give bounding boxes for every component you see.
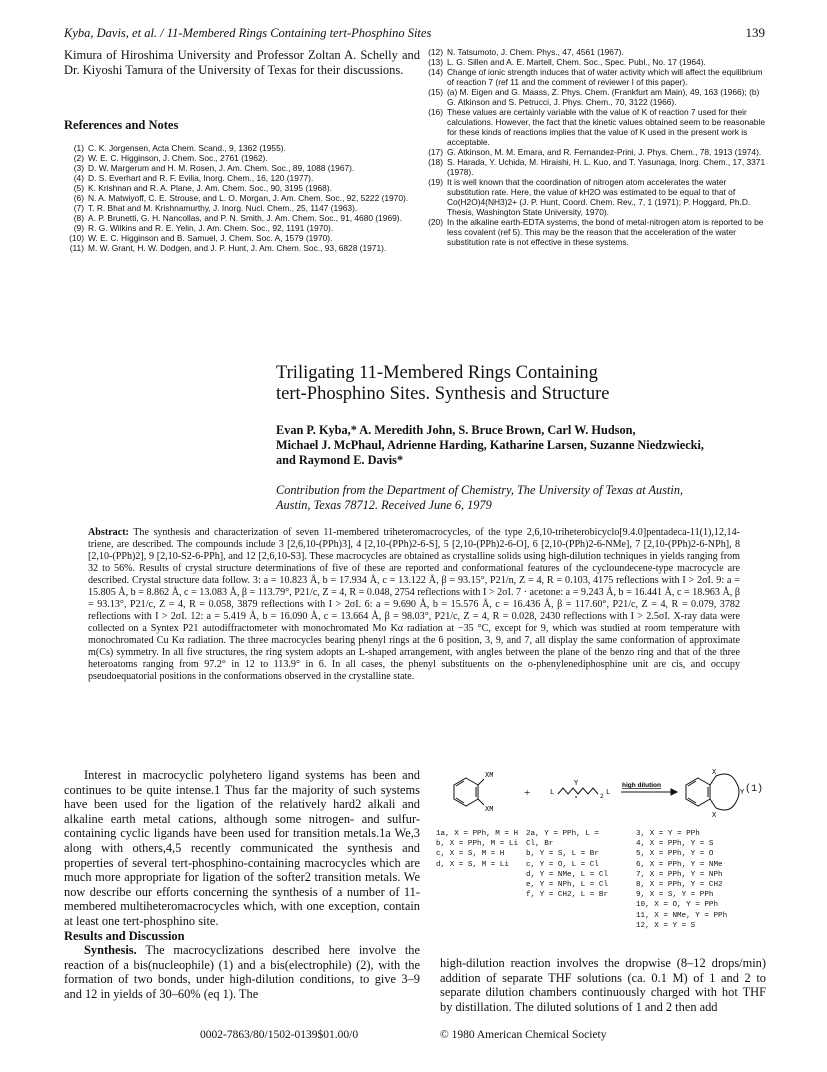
product-y: Y: [740, 789, 745, 797]
authors-line-2: Michael J. McPhaul, Adrienne Harding, Katharine Larsen, Suzanne Niedzwiecki,: [276, 438, 704, 452]
affiliation-line-2: Austin, Texas 78712. Received June 6, 1979: [276, 498, 492, 512]
scheme-xm-top: XM: [485, 772, 494, 780]
scheme-y-label: Y: [574, 780, 579, 788]
references-list-right: [423, 47, 768, 247]
product-x-bottom: X: [712, 812, 717, 818]
references-heading: References and Notes: [64, 118, 179, 132]
reference: (2) W. E. C. Higginson, J. Chem. Soc., 2761 (1962).: [73, 153, 268, 163]
affiliation-line-1: Contribution from the Department of Chemistry, The University of Texas at Austin,: [276, 483, 684, 497]
compound-list-1: [436, 829, 526, 870]
benzene-ring-icon: [454, 778, 484, 806]
scheme-plus: +: [524, 787, 531, 799]
abstract: [88, 527, 740, 683]
reference: (1) C. K. Jorgensen, Acta Chem. Scand., 9, 1362 (1955).: [73, 143, 286, 153]
reference: (18) S. Harada, Y. Uchida, M. Hiraishi, H. L. Kuo, and T. Yasunaga, Inorg. Chem., 17, 3371 (1978).: [428, 157, 766, 177]
compound-entry: b, X = PPh, M = Li: [436, 840, 519, 849]
abstract-label: Abstract:: [88, 527, 129, 538]
compound-entry: 11, X = NMe, Y = PPh: [636, 911, 728, 920]
running-head: Kyba, Davis, et al. / 11-Membered Rings Containing tert-Phosphino Sites: [64, 26, 432, 40]
abstract-text: The synthesis and characterization of seven 11-membered triheteromacrocycles, of the type 2,6,10-triheterobicyclo[9.4.0]pentadeca-11(1),12,14-triene, are described. The compounds include 3 [2,6,10-(PPh)3], 4 [2,10-(PPh)2-6-S], 5 [2,10-(PPh)2-6-O], 6 [2,10-(PPh)2-6-NMe], 7 [2,10-(PPh)2-6-NPh], 8 [2,10-(PPh)2], 9 [2,10-S2-6-PPh], and 12 [2,6,10-S3]. These macrocycles are obtained as crystalline solids using high-dilution techniques in yields ranging from 32 to 56%. Results of crystal structure determinations of five of these are reported and conformational features of the cycloundecene-type macrocycle are described. Crystal structure data follow. 3: a = 10.823 Å, b = 17.934 Å, c = 13.122 Å, β = 93.15°, P21/n, Z = 4, R = 0.103, 4175 reflections with I > 2σI. 9: a = 15.805 Å, b = 8.862 Å, c = 13.083 Å, β = 113.79°, P21/c, Z = 4, R = 0.048, 2754 reflections with I > 2σI. 7 · acetone: a = 9.243 Å, b = 16.441 Å, c = 18.963 Å, β = 93.13°, P21/c, Z = 4, R = 0.058, 3879 reflections with I > 2σI. 6: a = 9.690 Å, b = 15.576 Å, c = 16.436 Å, β = 117.60°, P21/c, Z = 4, R = 0.079, 3782 reflections with I > 2σI. 12: a = 5.419 Å, b = 16.090 Å, c = 13.664 Å, β = 98.03°, P21/c, Z = 4, R = 0.028, 2430 reflections with I > 2.5σI. X-ray data were collected on a Syntex P21 autodiffractometer with monochromated Mo Kα radiation at −35 °C, except for 9, which was studied at room temperature with monochromated Cu Kα radiation. The three macrocycles bearing phenyl rings at the 6 position, 3, 9, and 7, all display the same conformation of approximate m(Cs) symmetry. In all five structures, the ring system adopts an L-shaped arrangement, with angles between the plane of the benzo ring and that of the three heteroatoms ranging from 97.2° in 12 to 113.9° in 6. In all cases, the phenyl substituents on the o-phenylenediphosphine unit are cis, and occupy pseudoequatorial positions in the conformations observed in the crystalline state.: [88, 527, 741, 682]
scheme-subscript: 2: [600, 793, 604, 800]
product-x-top: X: [712, 769, 717, 777]
compound-entry: 6, X = PPh, Y = NMe: [636, 860, 723, 869]
compound-entry: 12, X = Y = S: [636, 921, 696, 930]
compound-entry: 5, X = PPh, Y = O: [636, 850, 714, 859]
intro-paragraph: Interest in macrocyclic polyhetero ligand systems has been and continues to be quite intense.1 Thus far the majority of such systems have been used for the ligation of the relatively hard2 alkali and alkaline earth metal cations, although some nitrogen- and sulfur-containing cyclic ligands have been used for transition metals.1a We,3 along with others,4,5 recently communicated the synthesis and properties of several tert-phosphino-containing macrocycles which are much more appropriate for ligation of the softer2 transition metals. We now describe our efforts concerning the synthesis of a number of 11-membered multiheteromacrocycles which, with one exception, contain at least one tert-phosphino site.: [64, 768, 420, 928]
reference: (12) N. Tatsumoto, J. Chem. Phys., 47, 4561 (1967).: [428, 47, 624, 57]
authors: [276, 423, 756, 468]
reaction-arrow-icon: [621, 789, 677, 795]
reference: (7) T. R. Bhat and M. Krishnamurthy, J. Inorg. Nucl. Chem., 25, 1147 (1963).: [73, 203, 358, 213]
zigzag-chain-icon: [558, 788, 598, 798]
reference: (3) D. W. Margerum and H. M. Rosen, J. Am. Chem. Soc., 89, 1088 (1967).: [73, 163, 355, 173]
compound-entry: c, X = S, M = H: [436, 850, 505, 859]
reference: (8) A. P. Brunetti, G. H. Nancollas, and P. N. Smith, J. Am. Chem. Soc., 91, 4680 (1969).: [73, 213, 402, 223]
reference: (20) In the alkaline earth-EDTA systems, the bond of metal-nitrogen atom is reported to be less covalent (ref 5). This may be the reason that the acceleration of the water substitution rate is not effective in these systems.: [428, 217, 764, 247]
reference: (9) R. G. Wilkins and R. E. Yelin, J. Am. Chem. Soc., 92, 1191 (1970).: [73, 223, 334, 233]
body-left-column: [64, 768, 420, 1002]
compound-list-2: [526, 829, 616, 900]
reference: (4) D. S. Everhart and R. F. Evilia, Inorg. Chem., 16, 120 (1977).: [73, 173, 314, 183]
reference: (15) (a) M. Eigen and G. Maass, Z. Phys. Chem. (Frankfurt am Main), 49, 163 (1966); (b) G. Atkinson and S. Petrucci, J. Phys. Chem., 70, 3122 (1966).: [428, 87, 760, 107]
title-line-2: tert-Phosphino Sites. Synthesis and Structure: [276, 384, 610, 404]
affiliation: [276, 483, 756, 513]
synthesis-label: Synthesis.: [84, 943, 137, 958]
arrow-label: high dilution: [622, 782, 661, 789]
scheme-xm-bottom: XM: [485, 806, 494, 814]
footer-code: 0002-7863/80/1502-0139$01.00/0: [200, 1029, 359, 1041]
reference: (10) W. E. C. Higginson and B. Samuel, J. Chem. Soc. A, 1579 (1970).: [69, 233, 333, 243]
compound-entry: 3, X = Y = PPh: [636, 830, 700, 838]
reference: (14) Change of ionic strength induces that of water activity which will affect the equilibrium of reaction 7 (ref 11 and the comment of reviewer I of this paper).: [428, 67, 763, 87]
compound-entry: 8, X = PPh, Y = CH2: [636, 881, 723, 890]
results-heading: Results and Discussion: [64, 928, 185, 943]
reference: (11) M. W. Grant, H. W. Dodgen, and J. P. Hunt, J. Am. Chem. Soc., 93, 6828 (1971).: [69, 243, 387, 253]
compound-entry: 2a, Y = PPh, L = Cl, Br: [526, 830, 599, 849]
compound-entry: d, Y = NMe, L = Cl: [526, 870, 609, 879]
compound-list-3: [636, 829, 761, 931]
scheme-right-group: L: [606, 789, 611, 797]
compound-entry: 9, X = S, Y = PPh: [636, 891, 714, 900]
reaction-scheme: [436, 764, 766, 818]
macrocycle-product-icon: [686, 774, 739, 810]
compound-entry: d, X = S, M = Li: [436, 860, 509, 869]
reference: (16) These values are certainly variable with the value of K of reaction 7 used for their calculations. However, the fact that the kinetic values obtained seem to be reasonable for these kinds of reactions implies that the value of K used in the present work is acceptable.: [428, 107, 765, 147]
reference: (19) It is well known that the coordination of nitrogen atom accelerates the water substitution rate. Here, the value of kH2O was estimated to be equal to that of Co(H2O)4(NH3)2+ (J. P. Hunt, Coord. Chem. Rev., 7, 1 (1971); P. Hoggard, Ph.D. Thesis, Washington State University, 1970).: [428, 177, 751, 217]
compound-entry: 4, X = PPh, Y = S: [636, 840, 714, 849]
reference: (5) K. Krishnan and R. A. Plane, J. Am. Chem. Soc., 90, 3195 (1968).: [73, 183, 332, 193]
synthesis-paragraph: [64, 943, 420, 1001]
acknowledgment: Kimura of Hiroshima University and Professor Zoltan A. Schelly and Dr. Kiyoshi Tamura of the University of Texas for their discussions.: [64, 48, 420, 77]
title-line-1: Triligating 11-Membered Rings Containing: [276, 363, 598, 383]
compound-entry: e, Y = NPh, L = Cl: [526, 881, 609, 890]
compound-entry: 7, X = PPh, Y = NPh: [636, 870, 723, 879]
compound-entry: c, Y = O, L = Cl: [526, 860, 599, 869]
reference: (13) L. G. Sillen and A. E. Martell, Chem. Soc., Spec. Publ., No. 17 (1964).: [428, 57, 706, 67]
compound-entry: b, Y = S, L = Br: [526, 850, 599, 859]
article-title: [276, 363, 756, 405]
reference: (6) N. A. Matwiyoff, C. E. Strouse, and L. O. Morgan, J. Am. Chem. Soc., 92, 5222 (1970).: [73, 193, 409, 203]
compound-entry: 10, X = O, Y = PPh: [636, 901, 719, 910]
authors-line-3: and Raymond E. Davis*: [276, 453, 404, 467]
equation-number: (1): [744, 784, 763, 795]
synthesis-text: The macrocyclizations described here involve the reaction of a bis(nucleophile) (1) and a bis(electrophile) (2), with the formation of two bonds, under high-dilution conditions, to give 3–9 and 12 in yields of 30–60% (eq 1). The: [64, 943, 420, 1001]
references-list-left: [64, 143, 422, 253]
page-number: 139: [745, 25, 765, 40]
body-right-column: high-dilution reaction involves the dropwise (8–12 drops/min) addition of separate THF solutions (ca. 0.1 M) of 1 and 2 to separate dilution chambers continuously charged with hot THF by distillation. The diluted solutions of 1 and 2 then add: [440, 956, 766, 1014]
footer-copyright: © 1980 American Chemical Society: [440, 1029, 607, 1041]
reference: (17) G. Atkinson, M. M. Emara, and R. Fernandez-Prini, J. Phys. Chem., 78, 1913 (1974).: [428, 147, 762, 157]
scheme-left-group: L: [550, 789, 555, 797]
compound-entry: f, Y = CH2, L = Br: [526, 891, 609, 900]
compound-entry: 1a, X = PPh, M = H: [436, 830, 519, 838]
authors-line-1: Evan P. Kyba,* A. Meredith John, S. Bruce Brown, Carl W. Hudson,: [276, 423, 636, 437]
